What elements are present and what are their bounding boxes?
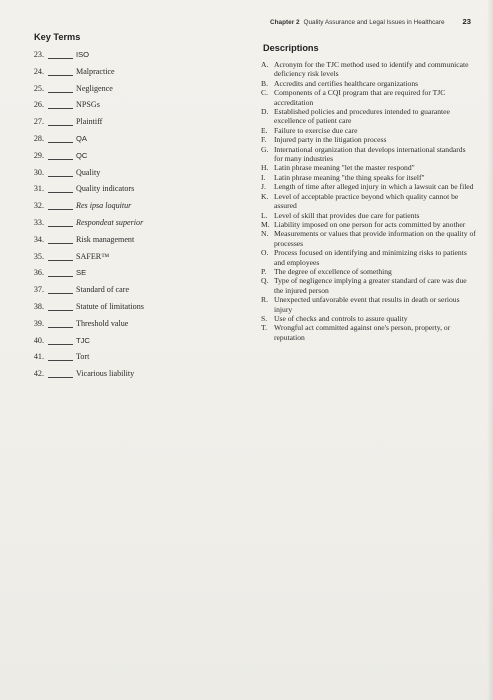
answer-blank[interactable] (48, 260, 73, 261)
description-text: Latin phrase meaning "let the master respond" (274, 163, 415, 173)
description-letter: I. (261, 172, 266, 182)
description-item (261, 173, 476, 182)
description-text: Established policies and procedures intended to guarantee excellence of patient care (274, 107, 450, 126)
description-letter: H. (261, 163, 269, 173)
description-item (261, 267, 476, 276)
key-term-label: QC (76, 150, 88, 160)
description-text: Level of skill that provides due care for patients (274, 210, 420, 220)
description-letter: D. (261, 107, 269, 117)
description-text: Accredits and certifies healthcare organizations (274, 78, 419, 88)
description-text: Acronym for the TJC method used to identify and communicate deficiency risk levels (274, 60, 469, 79)
description-letter: F. (261, 135, 267, 145)
description-text: Liability imposed on one person for acts committed by another (274, 219, 466, 229)
key-term-number: 33. (33, 217, 44, 227)
page-edge-shadow (487, 0, 493, 700)
key-term-row (30, 369, 190, 386)
key-term-row (30, 50, 190, 67)
description-letter: R. (261, 295, 268, 305)
key-term-row (30, 252, 190, 269)
key-terms-heading: Key Terms (34, 32, 81, 42)
key-term-label: Quality (76, 167, 101, 177)
description-item (261, 182, 476, 191)
key-terms-list (30, 50, 190, 386)
description-item (261, 107, 476, 126)
answer-blank[interactable] (48, 293, 73, 294)
answer-blank[interactable] (48, 377, 73, 378)
description-item (261, 211, 476, 220)
description-letter: C. (261, 88, 268, 98)
key-term-label: ISO (76, 50, 90, 59)
answer-blank[interactable] (48, 243, 73, 244)
answer-blank[interactable] (48, 75, 73, 76)
key-term-number: 32. (33, 201, 44, 211)
answer-blank[interactable] (48, 176, 73, 177)
key-term-number: 25. (33, 83, 44, 93)
key-term-number: 39. (33, 318, 44, 328)
key-term-label: Negligence (76, 83, 113, 93)
key-term-label: Risk management (76, 234, 135, 244)
description-letter: L. (261, 210, 268, 220)
key-term-row (30, 168, 190, 185)
key-term-label: QA (76, 133, 87, 143)
key-term-label: SE (76, 268, 87, 278)
key-term-number: 36. (33, 268, 44, 278)
key-term-row (30, 302, 190, 319)
key-term-label: Vicarious liability (76, 369, 135, 379)
description-text: Length of time after alleged injury in which a lawsuit can be filed (274, 182, 474, 192)
description-text: Type of negligence implying a greater standard of care was due the injured person (274, 276, 467, 295)
description-item (261, 276, 476, 295)
key-term-label: Standard of care (76, 285, 130, 295)
description-letter: M. (261, 219, 270, 229)
key-term-number: 42. (33, 369, 44, 379)
key-term-label: Malpractice (76, 66, 115, 76)
description-letter: T. (261, 323, 267, 333)
description-letter: Q. (261, 276, 269, 286)
answer-blank[interactable] (48, 159, 73, 160)
answer-blank[interactable] (48, 327, 73, 328)
key-term-label: SAFER™ (76, 251, 110, 261)
description-letter: A. (261, 60, 269, 69)
key-term-number: 30. (33, 167, 44, 177)
descriptions-heading: Descriptions (263, 43, 319, 53)
answer-blank[interactable] (48, 142, 73, 143)
key-term-number: 40. (33, 335, 44, 345)
description-item (261, 323, 476, 342)
key-term-number: 27. (33, 117, 44, 127)
description-text: International organization that develops international standards for many industries (274, 144, 466, 164)
description-letter: P. (261, 266, 267, 276)
key-term-number: 31. (33, 184, 44, 194)
description-letter: O. (261, 248, 269, 258)
description-text: Components of a CQI program that are required for TJC accreditation (274, 88, 446, 107)
key-term-row (30, 319, 190, 336)
key-term-label: Respondeat superior (76, 217, 144, 227)
description-letter: K. (261, 191, 269, 201)
answer-blank[interactable] (48, 276, 73, 277)
key-term-number: 28. (33, 133, 44, 143)
answer-blank[interactable] (48, 344, 73, 345)
description-item (261, 192, 476, 211)
answer-blank[interactable] (48, 92, 73, 93)
key-term-row (30, 67, 190, 84)
key-term-label: NPSGs (76, 100, 100, 110)
answer-blank[interactable] (48, 360, 73, 361)
chapter-title: Quality Assurance and Legal Issues in Healthcare (303, 19, 445, 26)
description-text: Unexpected unfavorable event that results in death or serious injury (274, 295, 460, 314)
description-text: The degree of excellence of something (274, 266, 392, 276)
key-term-label: Plaintiff (76, 117, 103, 127)
description-item (261, 60, 476, 79)
key-term-row (30, 285, 190, 302)
answer-blank[interactable] (48, 226, 73, 227)
description-item (261, 163, 476, 172)
description-item (261, 314, 476, 323)
running-header (270, 17, 471, 26)
key-term-number: 41. (33, 352, 44, 362)
description-text: Failure to exercise due care (274, 125, 358, 135)
key-term-row (30, 151, 190, 168)
description-item (261, 135, 476, 144)
key-term-number: 34. (33, 234, 44, 244)
description-item (261, 220, 476, 229)
key-term-row (30, 352, 190, 369)
description-item (261, 295, 476, 314)
key-term-number: 24. (33, 66, 44, 76)
description-letter: N. (261, 229, 269, 239)
description-text: Measurements or values that provide information on the quality of processes (274, 229, 476, 248)
description-item (261, 248, 476, 267)
key-term-number: 38. (33, 301, 44, 311)
key-term-number: 29. (33, 150, 44, 160)
key-term-row (30, 84, 190, 101)
answer-blank[interactable] (48, 125, 73, 126)
key-term-row (30, 201, 190, 218)
description-letter: S. (261, 313, 268, 323)
key-term-number: 37. (33, 285, 44, 295)
description-text: Level of acceptable practice beyond which quality cannot be assured (274, 191, 459, 211)
key-term-label: Statute of limitations (76, 301, 144, 311)
key-term-row (30, 184, 190, 201)
description-item (261, 145, 476, 164)
descriptions-list (261, 60, 476, 342)
key-term-label: Quality indicators (76, 184, 135, 194)
description-item (261, 79, 476, 88)
key-term-row (30, 235, 190, 252)
key-term-number: 35. (33, 251, 44, 261)
key-term-row (30, 117, 190, 134)
answer-blank[interactable] (48, 209, 73, 210)
description-letter: E. (261, 125, 268, 135)
key-term-row (30, 218, 190, 235)
key-term-number: 23. (33, 50, 44, 59)
key-term-row (30, 100, 190, 117)
description-text: Injured party in the litigation process (274, 135, 387, 145)
answer-blank[interactable] (48, 192, 73, 193)
chapter-label: Chapter 2 (270, 19, 300, 26)
description-text: Process focused on identifying and minimizing risks to patients and employees (274, 248, 467, 267)
key-term-number: 26. (33, 100, 44, 110)
key-term-label: Res ipsa loquitur (76, 201, 132, 211)
description-letter: B. (261, 78, 268, 88)
key-term-row (30, 134, 190, 151)
key-term-row (30, 268, 190, 285)
description-item (261, 126, 476, 135)
key-term-label: Threshold value (76, 318, 129, 328)
description-item (261, 88, 476, 107)
description-text: Latin phrase meaning "the thing speaks for itself" (274, 172, 425, 182)
description-letter: J. (261, 182, 266, 192)
description-text: Wrongful act committed against one's person, property, or reputation (274, 323, 451, 342)
key-term-label: TJC (76, 335, 90, 345)
page-number: 23 (462, 17, 471, 26)
description-item (261, 229, 476, 248)
key-term-label: Tort (76, 352, 90, 362)
answer-blank[interactable] (48, 310, 73, 311)
key-term-row (30, 336, 190, 353)
description-letter: G. (261, 144, 269, 154)
answer-blank[interactable] (48, 58, 73, 59)
answer-blank[interactable] (48, 108, 73, 109)
description-text: Use of checks and controls to assure quality (274, 313, 408, 323)
